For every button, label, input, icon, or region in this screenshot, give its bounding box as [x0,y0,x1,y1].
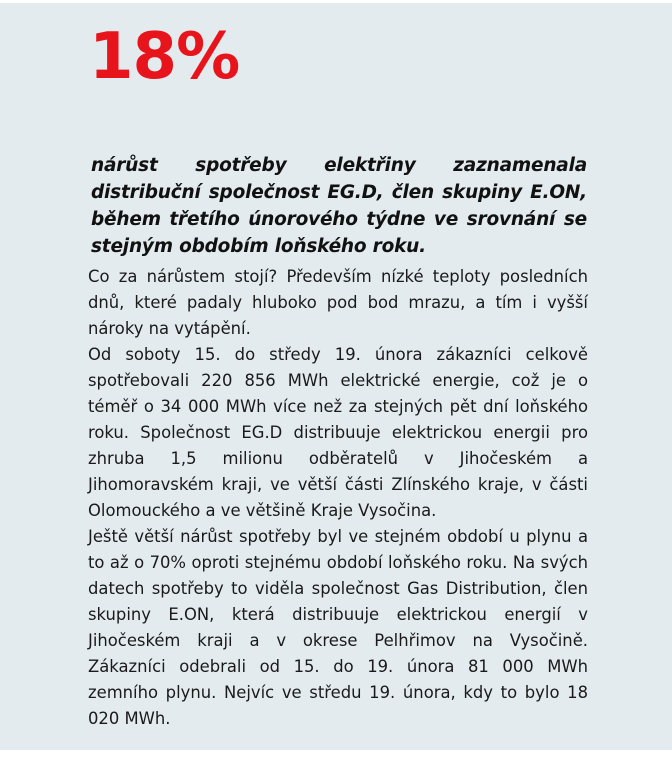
lead-paragraph: nárůst spotřeby elektřiny zaznamenala distribuční společnost EG.D, člen skupiny E.ON, během třetího únorového týdne ve srovnání se stejným obdobím loňského roku. [91,155,587,257]
body-paragraph: Co za nárůstem stojí? Především nízké teploty posledních dnů, které padaly hluboko pod bod mrazu, a tím i vyšší nároky na vytápění. [88,267,588,338]
headline-stat: 18% [89,20,240,94]
article-body [88,264,588,732]
body-paragraph: Ještě větší nárůst spotřeby byl ve stejném období u plynu a to až o 70% oproti stejnému období loňského roku. Na svých datech spotřeby to viděla společnost Gas Distribution, člen skupiny E.ON, která distribuuje elektrickou energií v Jihočeském kraji a v okrese Pelhřimov na Vysočině. Zákazníci odebrali od 15. do 19. února 81 000 MWh zemního plynu. Nejvíc ve středu 19. února, kdy to bylo 18 020 MWh. [88,527,588,728]
body-paragraph: Od soboty 15. do středy 19. února zákazníci celkově spotřebovali 220 856 MWh elektrické energie, což je o téměř o 34 000 MWh více než za stejných pět dní loňského roku. Společnost EG.D distribuuje elektrickou energii pro zhruba 1,5 milionu odběratelů v Jihočeském a Jihomoravském kraji, ve větší části Zlínského kraje, v části Olomouckého a ve většině Kraje Vysočina. [88,345,588,520]
article-card [0,3,672,750]
